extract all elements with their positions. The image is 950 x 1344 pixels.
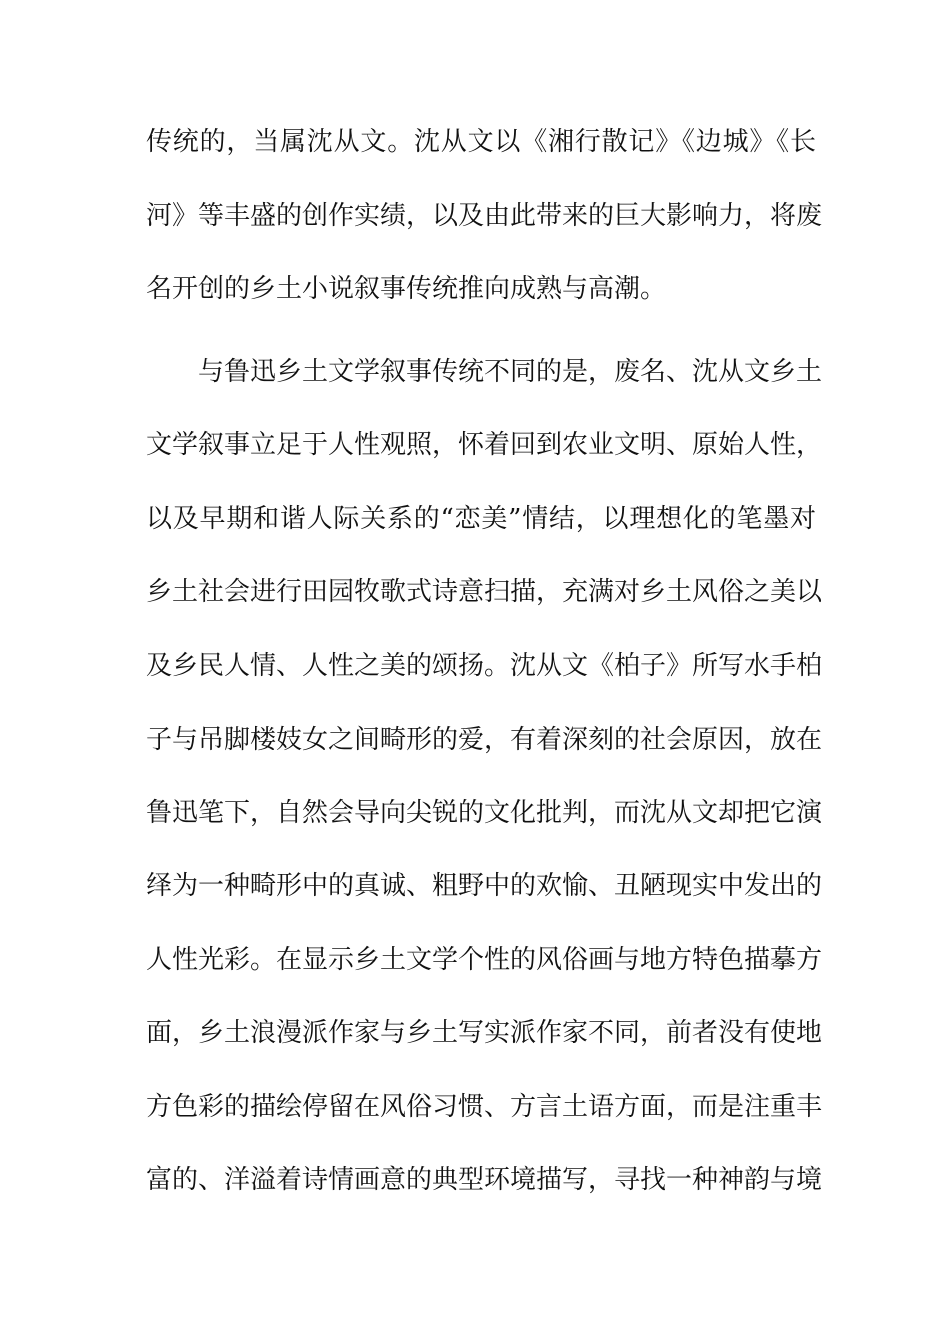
text-line: 鲁迅笔下，自然会导向尖锐的文化批判，而沈从文却把它演 xyxy=(146,798,823,828)
text-line: 名开创的乡土小说叙事传统推向成熟与高潮。 xyxy=(146,274,667,304)
text-line: 乡土社会进行田园牧歌式诗意扫描，充满对乡土风俗之美以 xyxy=(146,577,823,607)
text-line: 绎为一种畸形中的真诚、粗野中的欢愉、丑陋现实中发出的 xyxy=(146,871,823,901)
text-line: 及乡民人情、人性之美的颂扬。沈从文《柏子》所写水手柏 xyxy=(146,651,823,681)
text-line: 人性光彩。在显示乡土文学个性的风俗画与地方特色描摹方 xyxy=(146,945,823,975)
text-line: 文学叙事立足于人性观照，怀着回到农业文明、原始人性， xyxy=(146,430,823,460)
text-line: 以及早期和谐人际关系的“恋美”情结，以理想化的笔墨对 xyxy=(146,504,816,534)
text-line: 面，乡土浪漫派作家与乡土写实派作家不同，前者没有使地 xyxy=(146,1018,823,1048)
text-line: 子与吊脚楼妓女之间畸形的爱，有着深刻的社会原因，放在 xyxy=(146,725,823,755)
text-line: 传统的，当属沈从文。沈从文以《湘行散记》《边城》《长 xyxy=(146,127,816,157)
text-line: 富的、洋溢着诗情画意的典型环境描写，寻找一种神韵与境 xyxy=(146,1165,823,1195)
text-line: 河》等丰盛的创作实绩，以及由此带来的巨大影响力，将废 xyxy=(146,201,823,231)
paragraph-first-line: 与鲁迅乡土文学叙事传统不同的是，废名、沈从文乡土 xyxy=(198,357,823,387)
text-line: 方色彩的描绘停留在风俗习惯、方言土语方面，而是注重丰 xyxy=(146,1092,823,1122)
